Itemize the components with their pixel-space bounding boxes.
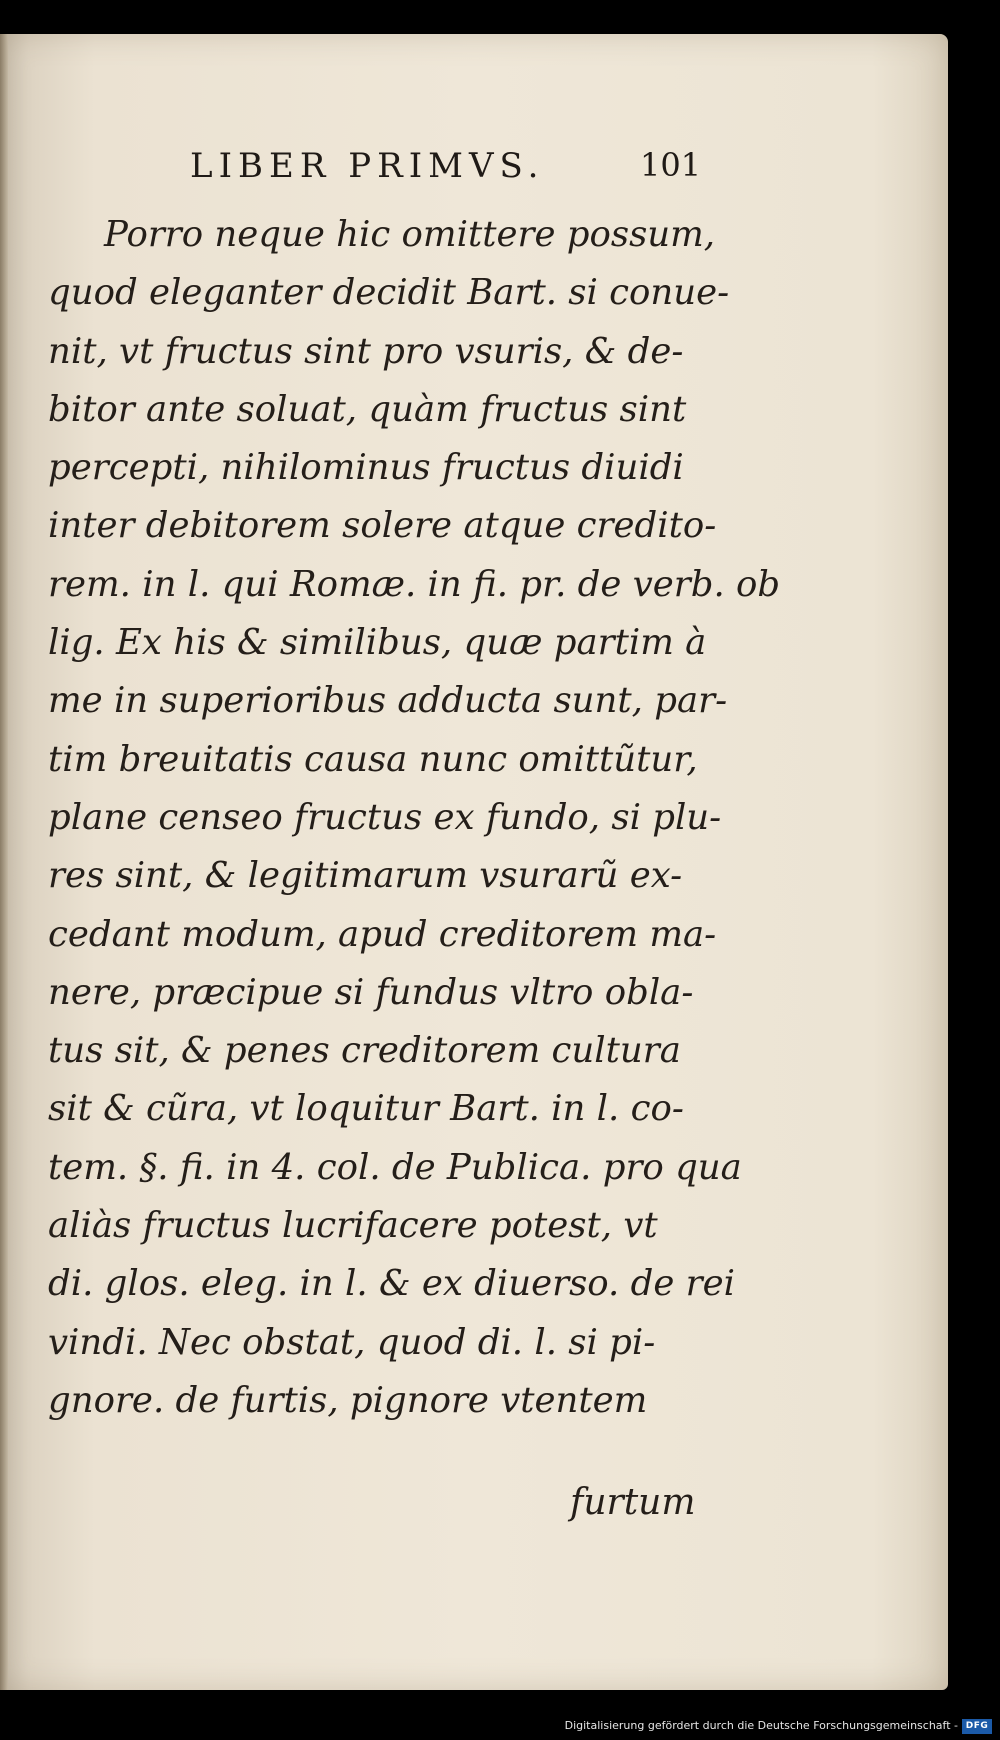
page-header (0, 146, 948, 196)
text-line: di. glos. eleg. in l. & ex diuerso. de rei (48, 1263, 735, 1305)
text-line: nere, præcipue si fundus vltro obla- (48, 971, 694, 1013)
text-line: tem. §. fi. in 4. col. de Publica. pro qua (48, 1146, 742, 1188)
text-line: gnore. de furtis, pignore vtentem (48, 1379, 648, 1421)
text-line: nit, vt fructus sint pro vsuris, & de- (48, 330, 684, 372)
text-line: lig. Ex his & similibus, quæ partim à (48, 622, 707, 664)
dfg-logo: DFG (962, 1719, 992, 1734)
catchword: furtum (570, 1482, 696, 1523)
running-head: LIBER PRIMVS. (190, 146, 545, 186)
book-page (0, 34, 948, 1690)
text-line: cedant modum, apud creditorem ma- (48, 913, 717, 955)
text-line: Porro neque hic omittere possum, (104, 214, 716, 255)
text-line: tim breuitatis causa nunc omittũtur, (48, 738, 698, 780)
text-line: vindi. Nec obstat, quod di. l. si pi- (48, 1321, 656, 1363)
text-line: rem. in l. qui Romæ. in fi. pr. de verb. ob (48, 563, 781, 605)
text-line: quod eleganter decidit Bart. si conue- (48, 272, 730, 314)
digitization-credit: Digitalisierung gefördert durch die Deutsche Forschungsgemeinschaft - (564, 1719, 958, 1732)
text-line: tus sit, & penes creditorem cultura (48, 1030, 681, 1072)
text-line: sit & cũra, vt loquitur Bart. in l. co- (48, 1088, 684, 1130)
page-gutter-edge (0, 34, 8, 1690)
footer-bar (0, 1716, 1000, 1740)
text-line: aliàs fructus lucrifacere potest, vt (48, 1205, 658, 1247)
text-line: res sint, & legitimarum vsurarũ ex- (48, 855, 683, 897)
text-line: inter debitorem solere atque credito- (48, 505, 717, 547)
text-line: me in superioribus adducta sunt, par- (48, 680, 728, 722)
text-line: percepti, nihilominus fructus diuidi (48, 447, 684, 489)
body-text (48, 206, 781, 1430)
text-line: plane censeo fructus ex fundo, si plu- (48, 796, 722, 838)
text-line: bitor ante soluat, quàm fructus sint (48, 388, 687, 430)
page-number: 101 (640, 146, 702, 184)
